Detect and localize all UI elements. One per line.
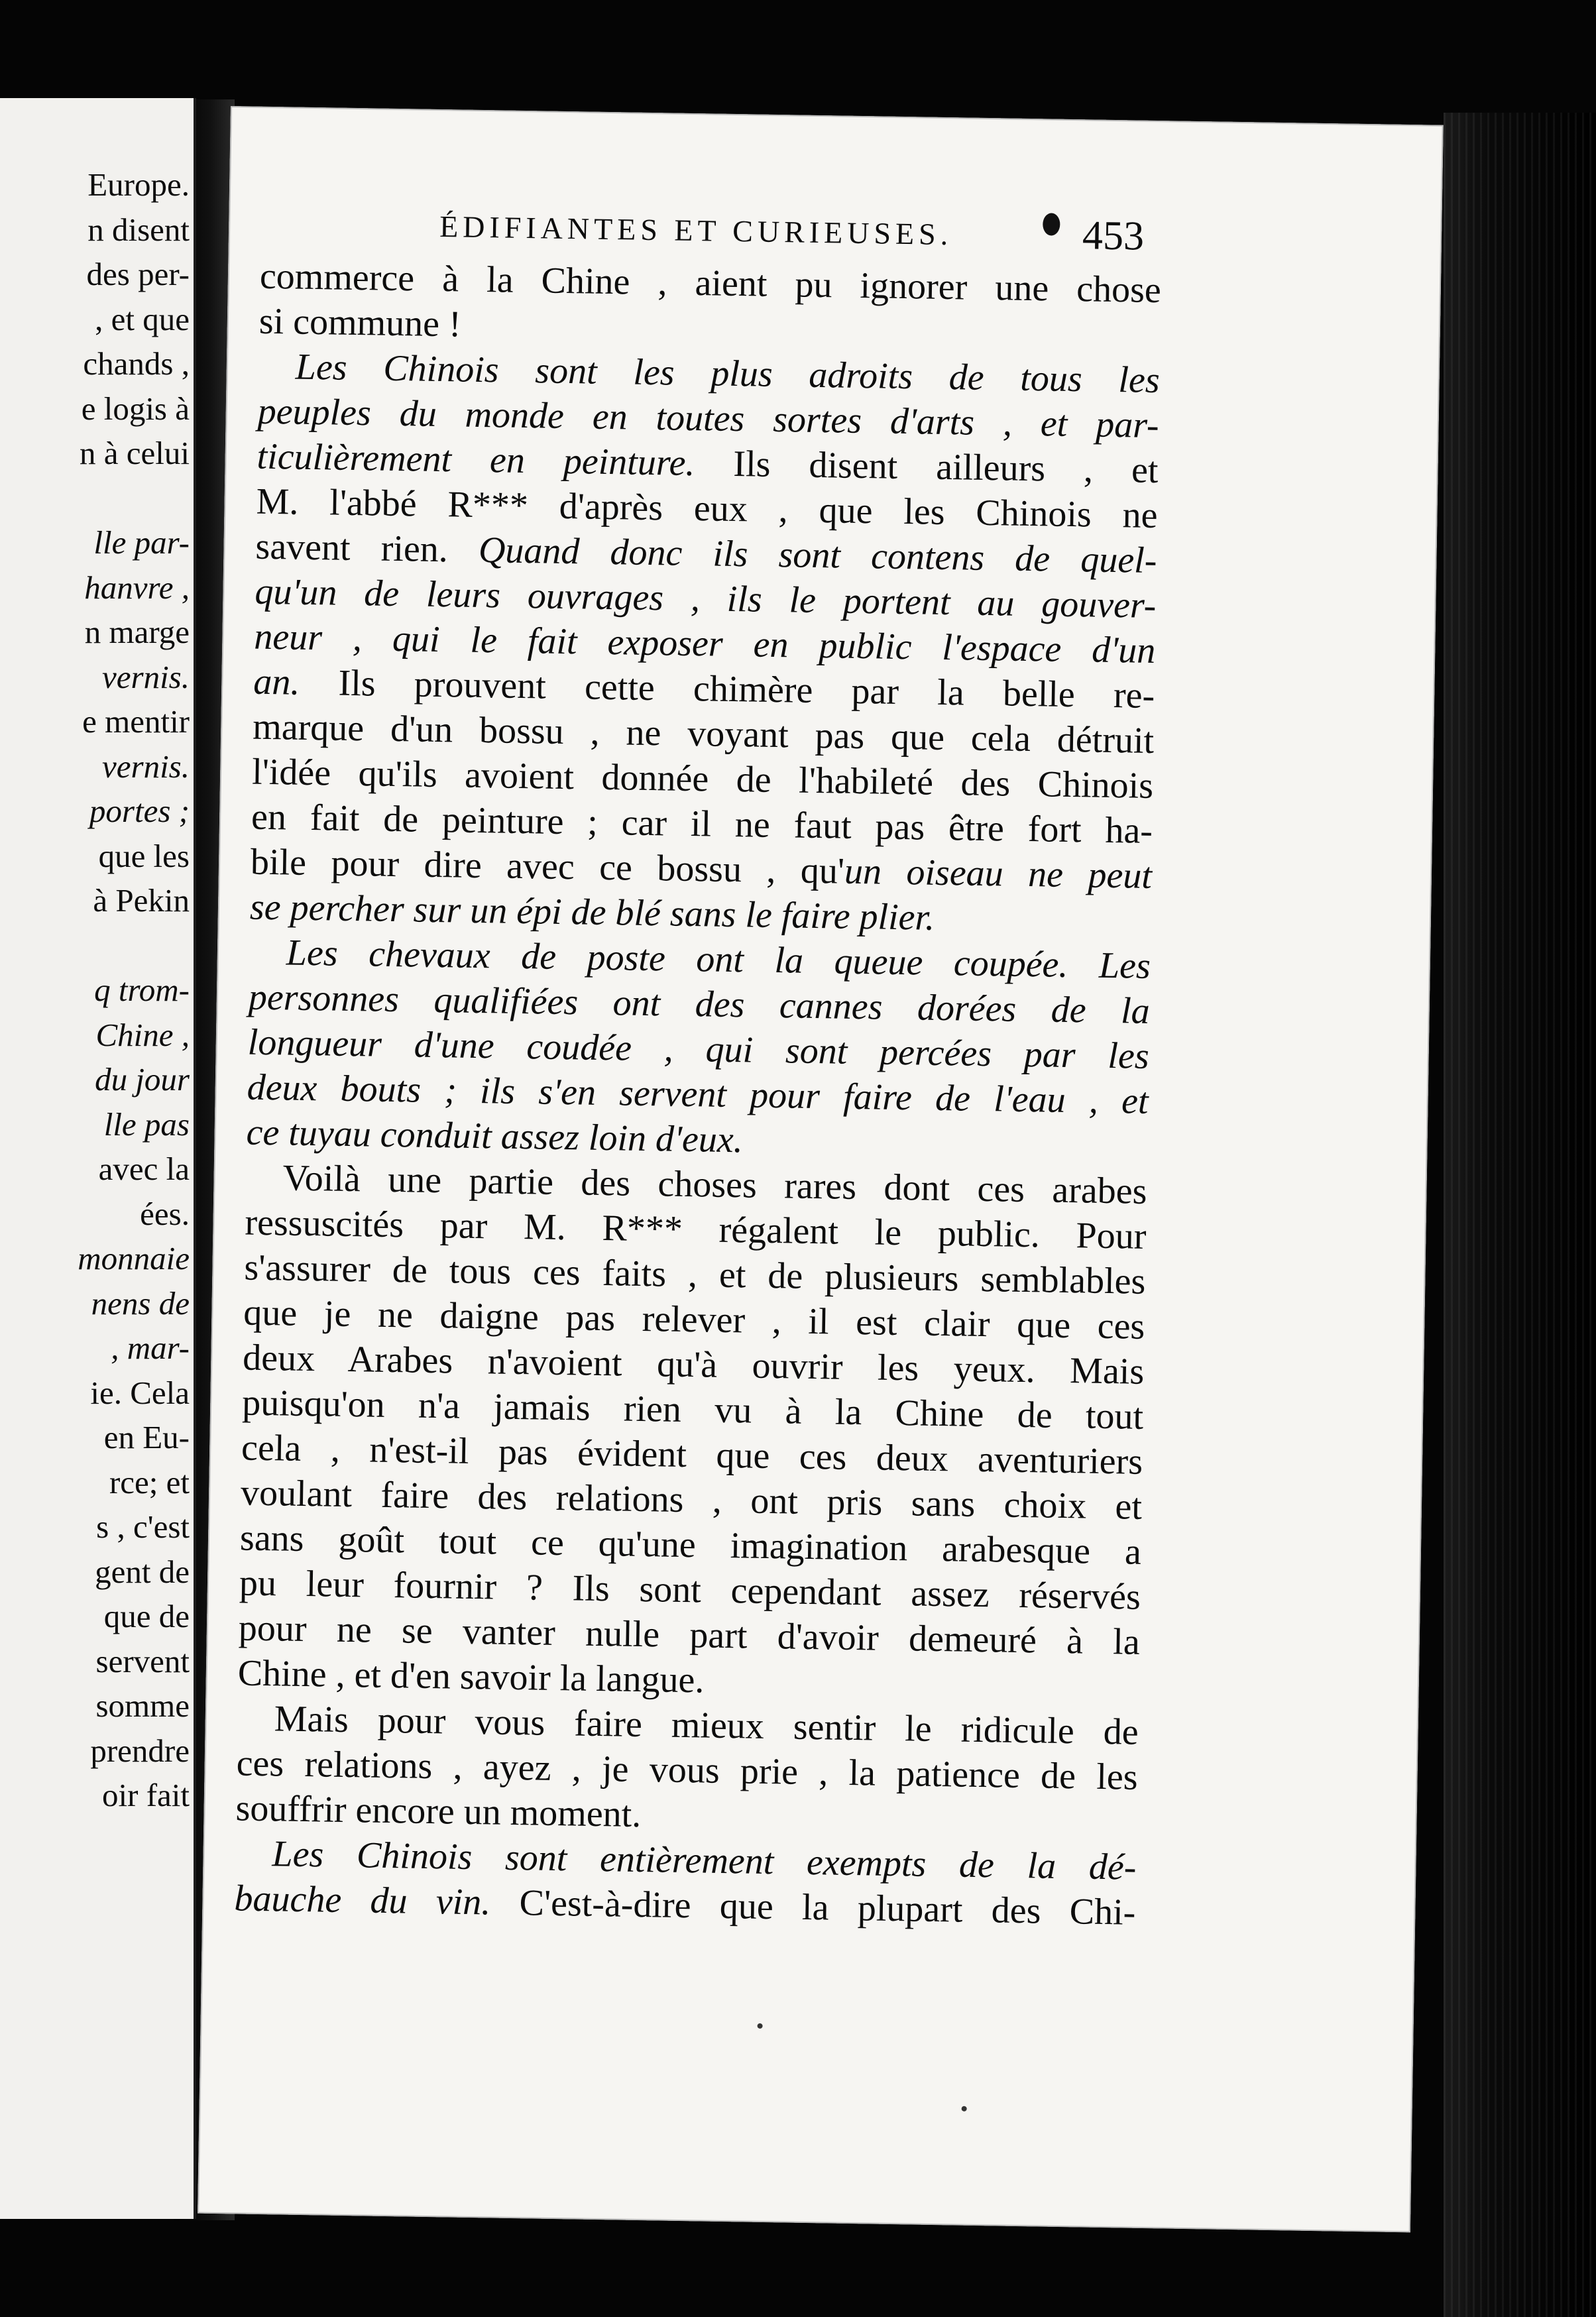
italic-segment: un oiseau ne peut (844, 850, 1153, 897)
roman-segment: bile pour dire avec ce bossu , qu' (250, 841, 845, 892)
roman-segment: deux Arabes n'avoient qu'à ouvrir les yeux. Mais (242, 1337, 1145, 1392)
italic-segment: bauche du vin. (234, 1878, 491, 1923)
italic-segment: ce tuyau conduit assez loin d'eux. (246, 1111, 744, 1161)
roman-segment: sans goût tout ce qu'une imagination arabesque a (239, 1517, 1142, 1573)
italic-segment: peuples du monde en toutes sortes d'arts , et par- (257, 390, 1160, 447)
left-page-line: vernis. (102, 658, 190, 695)
left-page-line: des per- (86, 256, 190, 292)
left-page-line: somme (95, 1687, 190, 1724)
italic-segment: se percher sur un épi de blé sans le faire plier. (249, 886, 935, 938)
left-page-line: lle par- (93, 524, 190, 561)
italic-segment: qu'un de leurs ouvrages , ils le portent au gouver- (255, 571, 1157, 627)
left-page-line: portes ; (89, 793, 190, 829)
roman-segment: Mais pour vous faire mieux sentir le ridicule de (274, 1698, 1139, 1753)
roman-segment: Ils prouvent cette chimère par la belle re- (299, 661, 1155, 717)
left-page-line: oir fait (102, 1777, 190, 1813)
roman-segment: M. l'abbé R*** d'après eux , que les Chinois ne (256, 480, 1158, 537)
roman-segment: marque d'un bossu , ne voyant pas que cela détruit (252, 706, 1155, 762)
left-page-line: servent (95, 1642, 190, 1679)
left-page-line: Europe. (87, 166, 190, 203)
left-page-line: hanvre , (84, 569, 190, 606)
running-head: ÉDIFIANTES ET CURIEUSES. (439, 209, 953, 252)
roman-segment: Voilà une partie des choses rares dont ces arabes (282, 1157, 1147, 1212)
roman-segment: en fait de peinture ; car il ne faut pas être fort ha- (251, 796, 1153, 852)
left-page-line: nens de (91, 1284, 190, 1322)
italic-segment: personnes qualifiées ont des cannes dorées de la (248, 976, 1151, 1032)
left-facing-page (0, 98, 196, 2219)
left-page-line: à Pekin (93, 882, 190, 919)
italic-segment: Quand donc ils sont contens de quel- (478, 529, 1157, 582)
roman-segment: que je ne daigne pas relever , il est clair que ces (243, 1292, 1145, 1347)
left-page-line: , et que (95, 300, 190, 337)
italic-segment: Les Chinois sont entièrement exempts de la dé- (272, 1833, 1137, 1888)
main-page (198, 106, 1444, 2232)
italic-segment: Les chevaux de poste ont la queue coupée. Les (286, 932, 1151, 987)
italic-segment: neur , qui le fait exposer en public l'espace d'un (253, 616, 1156, 672)
left-page-line: s , c'est (96, 1508, 190, 1545)
left-page-line: chands , (83, 345, 190, 382)
roman-segment: Chine , et d'en savoir la langue. (237, 1652, 705, 1701)
left-page-line: Chine , (95, 1016, 190, 1053)
italic-segment: Les Chinois sont les plus adroits de tous les (295, 346, 1161, 402)
page-number: 453 (1082, 213, 1145, 259)
ink-speck (758, 2023, 763, 2029)
roman-segment: s'assurer de tous ces faits , et de plusieurs semblables (243, 1247, 1146, 1302)
roman-segment: ces relations , ayez , je vous prie , la patience de les (236, 1742, 1139, 1798)
left-page-line: , mar- (111, 1329, 190, 1366)
roman-segment: pour ne se vanter nulle part d'avoir demeuré à la (238, 1607, 1141, 1663)
book-page-edges (1444, 113, 1596, 2317)
left-page-line: rce; et (109, 1463, 190, 1500)
left-page-line: ées. (140, 1195, 190, 1232)
roman-segment: C'est-à-dire que la plupart des Chi- (490, 1882, 1136, 1933)
roman-segment: ressuscités par M. R*** régalent le public. Pour (245, 1202, 1147, 1257)
body-text (234, 254, 1161, 1935)
left-page-line: lle pas (103, 1105, 190, 1143)
italic-segment: ticulièrement en peinture. (256, 435, 695, 484)
roman-segment: souffrir encore un moment. (235, 1787, 642, 1836)
roman-segment: commerce à la Chine , aient pu ignorer une chose (259, 255, 1162, 311)
roman-segment: puisqu'on n'a jamais rien vu à la Chine de tout (241, 1382, 1144, 1438)
left-page-line: que les (98, 837, 190, 874)
left-page-line: gent de (95, 1553, 190, 1590)
left-page-line: vernis. (102, 748, 190, 785)
italic-segment: deux bouts ; ils s'en servent pour faire de l'eau , et (247, 1066, 1149, 1122)
italic-segment: longueur d'une coudée , qui sont percées par les (247, 1021, 1150, 1077)
roman-segment: l'idée qu'ils avoient donnée de l'habileté des Chinois (251, 751, 1154, 807)
roman-segment: si commune ! (258, 300, 462, 345)
roman-segment: Ils disent ailleurs , et (694, 443, 1159, 492)
ink-speck (962, 2106, 967, 2112)
roman-segment: savent rien. (255, 526, 479, 571)
left-page-line: q trom- (94, 972, 190, 1008)
left-page-line: du jour (95, 1061, 190, 1098)
left-page-line: e logis à (81, 390, 190, 427)
left-page-line: en Eu- (103, 1419, 190, 1455)
left-page-line: n à celui (80, 435, 190, 471)
roman-segment: voulant faire des relations , ont pris sans choix et (240, 1472, 1143, 1528)
roman-segment: pu leur fournir ? Ils sont cependant assez réservés (239, 1562, 1141, 1618)
left-page-line: n marge (84, 614, 190, 650)
left-page-line: prendre (90, 1732, 190, 1769)
left-page-line: que de (103, 1598, 190, 1634)
left-page-line: n disent (87, 211, 190, 248)
left-page-line: avec la (98, 1151, 190, 1187)
left-page-line: e mentir (82, 703, 190, 740)
left-page-line: ie. Cela (90, 1374, 190, 1411)
roman-segment: cela , n'est-il pas évident que ces deux aventuriers (241, 1427, 1143, 1483)
left-page-line: monnaie (78, 1240, 190, 1276)
italic-segment: an. (253, 661, 300, 703)
